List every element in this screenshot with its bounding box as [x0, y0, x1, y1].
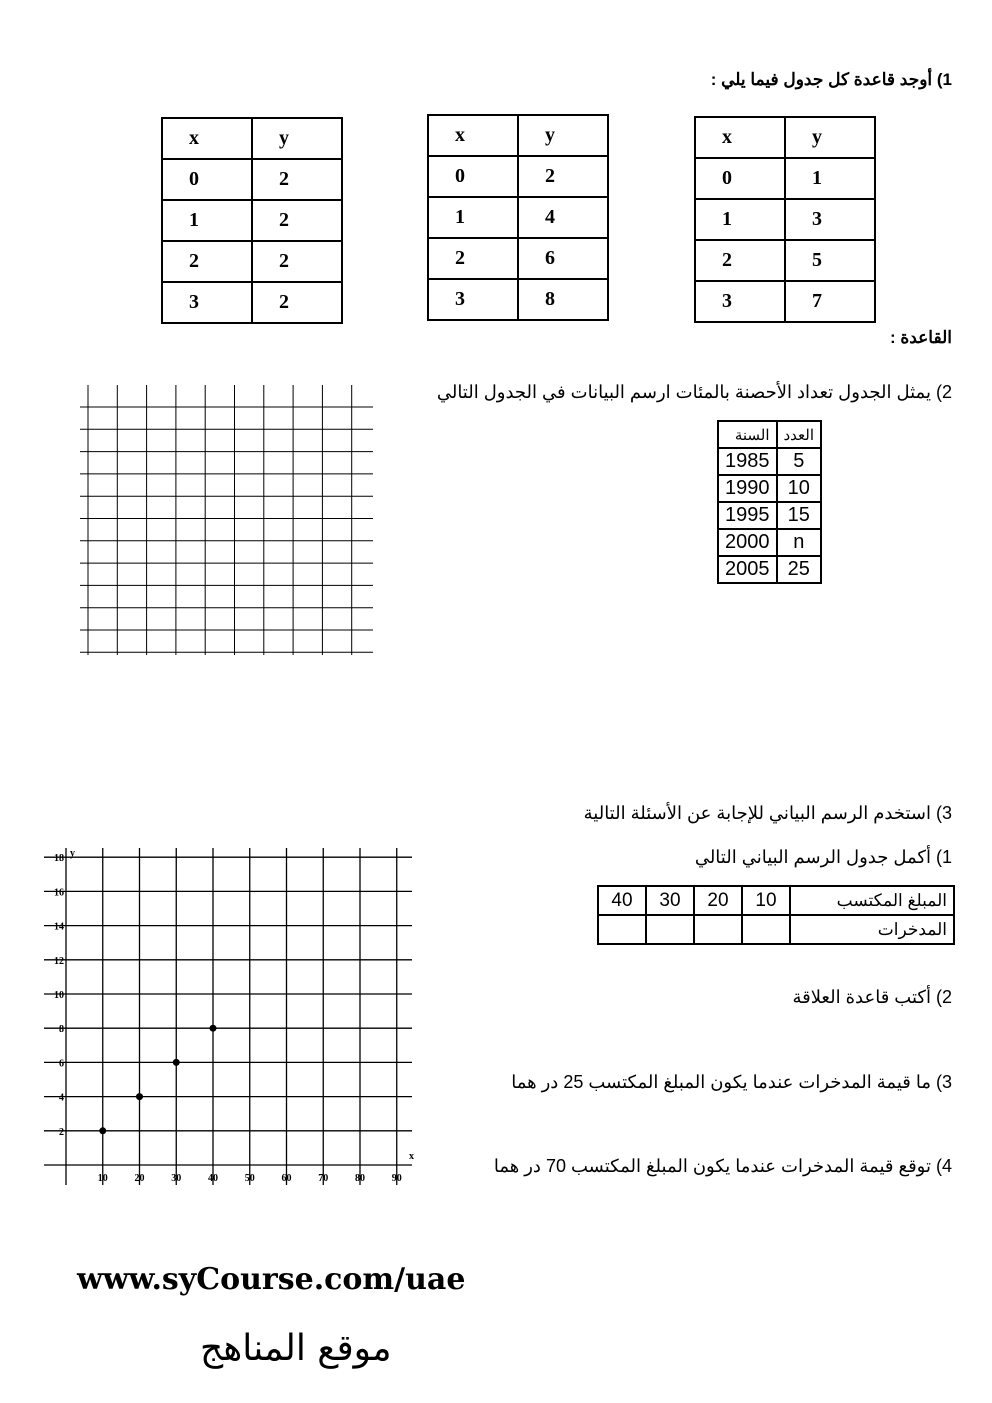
x-tick-label: 90 [391, 1173, 402, 1184]
table-cell: 2005 [718, 556, 777, 583]
y-tick-label: 10 [54, 990, 64, 1001]
table-header: السنة [718, 421, 777, 448]
table-cell: n [777, 529, 822, 556]
data-point [99, 1127, 106, 1134]
y-tick-label: 8 [59, 1024, 64, 1036]
x-tick-label: 20 [134, 1173, 145, 1184]
table-cell: 15 [777, 502, 822, 529]
x-tick-label: 60 [281, 1173, 292, 1184]
table-cell: 1 [695, 199, 785, 240]
table-cell: 4 [518, 197, 608, 238]
empty-grid [75, 380, 380, 660]
cell: 20 [694, 886, 742, 915]
data-point [136, 1093, 143, 1100]
table-cell: 3 [785, 199, 875, 240]
y-tick-label: 4 [59, 1092, 64, 1104]
y-tick-label: 16 [54, 887, 64, 899]
table-cell: 2 [162, 241, 252, 282]
q2-title: 2) يمثل الجدول تعداد الأحصنة بالمئات ارسم البيانات في الجدول التالي [436, 382, 952, 402]
table-header: y [785, 117, 875, 158]
x-axis-label: x [409, 1151, 414, 1162]
table-cell: 2 [252, 282, 342, 323]
footer-logo-text: موقع المناهج [200, 1328, 392, 1369]
q3-title: 3) استخدم الرسم البياني للإجابة عن الأسئلة التالية [583, 803, 952, 823]
x-tick-label: 50 [244, 1173, 255, 1184]
table-cell: 1 [162, 200, 252, 241]
q1-table-2 [427, 114, 609, 321]
q3-sub2: 2) أكتب قاعدة العلاقة [792, 987, 952, 1007]
q1-table-3 [694, 116, 876, 323]
table-cell: 6 [518, 238, 608, 279]
q3-sub3: 3) ما قيمة المدخرات عندما يكون المبلغ المكتسب 25 در هما [511, 1072, 952, 1092]
q1-title: 1) أوجد قاعدة كل جدول فيما يلي : [710, 70, 952, 89]
table-cell: 2 [252, 241, 342, 282]
cell: 40 [598, 886, 646, 915]
table-header: x [162, 118, 252, 159]
table-cell: 1995 [718, 502, 777, 529]
q3-sub4: 4) توقع قيمة المدخرات عندما يكون المبلغ المكتسب 70 در هما [493, 1156, 952, 1176]
x-tick-label: 70 [318, 1173, 329, 1184]
table-cell: 2 [252, 159, 342, 200]
cell[interactable] [646, 915, 694, 944]
rule-label: القاعدة : [889, 328, 952, 347]
x-tick-label: 80 [355, 1173, 365, 1184]
cell[interactable] [742, 915, 790, 944]
table-cell: 2 [252, 200, 342, 241]
table-cell: 3 [428, 279, 518, 320]
savings-chart [40, 840, 420, 1190]
row2-label: المدخرات [790, 915, 954, 944]
table-cell: 1990 [718, 475, 777, 502]
table-cell: 2 [428, 238, 518, 279]
table-cell: 5 [785, 240, 875, 281]
cell[interactable] [694, 915, 742, 944]
table-cell: 3 [695, 281, 785, 322]
row1-label: المبلغ المكتسب [790, 886, 954, 915]
table-header: y [252, 118, 342, 159]
y-tick-label: 6 [59, 1058, 64, 1070]
data-point [210, 1025, 217, 1032]
cell: 10 [742, 886, 790, 915]
table-cell: 0 [162, 159, 252, 200]
table-cell: 10 [777, 475, 822, 502]
cell: 30 [646, 886, 694, 915]
y-axis-label: y [70, 848, 75, 859]
x-tick-label: 40 [208, 1173, 218, 1184]
savings-table [597, 885, 955, 945]
table-cell: 3 [162, 282, 252, 323]
footer-url: www.syCourse.com/uae [77, 1262, 466, 1297]
q1-table-1 [161, 117, 343, 324]
x-tick-label: 10 [97, 1173, 108, 1184]
table-cell: 2 [695, 240, 785, 281]
y-tick-label: 18 [54, 853, 64, 865]
table-cell: 25 [777, 556, 822, 583]
y-tick-label: 14 [54, 921, 64, 933]
table-header: x [695, 117, 785, 158]
table-cell: 0 [695, 158, 785, 199]
table-cell: 7 [785, 281, 875, 322]
table-header: y [518, 115, 608, 156]
table-cell: 8 [518, 279, 608, 320]
y-tick-label: 12 [54, 955, 64, 967]
q3-sub1: 1) أكمل جدول الرسم البياني التالي [694, 847, 952, 867]
table-cell: 0 [428, 156, 518, 197]
table-header: x [428, 115, 518, 156]
cell[interactable] [598, 915, 646, 944]
table-header: العدد [777, 421, 822, 448]
y-tick-label: 2 [59, 1126, 64, 1138]
table-cell: 1985 [718, 448, 777, 475]
table-cell: 2 [518, 156, 608, 197]
table-cell: 1 [428, 197, 518, 238]
table-cell: 1 [785, 158, 875, 199]
table-cell: 2000 [718, 529, 777, 556]
x-tick-label: 30 [171, 1173, 182, 1184]
table-cell: 5 [777, 448, 822, 475]
horses-table [717, 420, 822, 584]
data-point [173, 1059, 180, 1066]
